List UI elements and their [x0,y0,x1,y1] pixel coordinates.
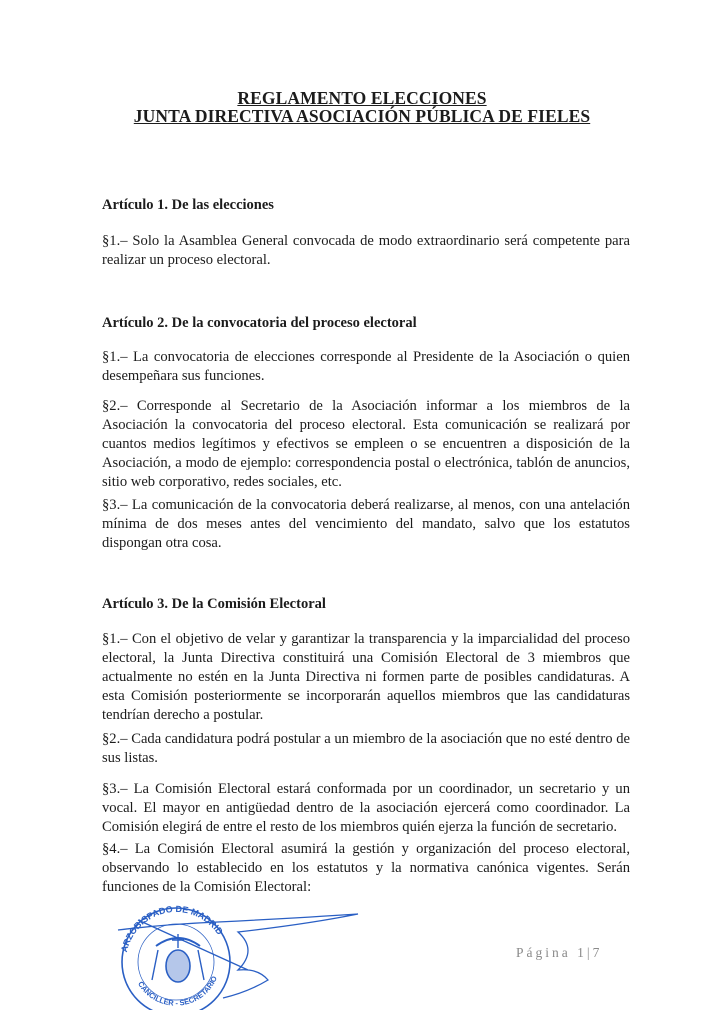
document-subtitle: JUNTA DIRECTIVA ASOCIACIÓN PÚBLICA DE FIELES [133,106,591,126]
article-2-paragraph-2: §2.– Corresponde al Secretario de la Asociación informar a los miembros de la Asociación la convocatoria del proceso electoral. Esta comunicación se realizará por cuantos medios legítimos y efectivos se empleen o se encuentren a disposición de la Asociación, a modo de ejemplo: correspondencia postal o electrónica, tablón de anuncios, sitio web corporativo, redes sociales, etc. [102,398,630,490]
article-3-heading: Artículo 3. De la Comisión Electoral [102,596,326,612]
official-stamp-signature [108,900,368,1010]
article-2-heading: Artículo 2. De la convocatoria del proceso electoral [102,315,417,331]
article-3-paragraph-4: §4.– La Comisión Electoral asumirá la gestión y organización del proceso electoral, observando lo establecido en los estatutos y la normativa canónica vigentes. Serán funciones de la Comisión Electoral: [102,841,630,895]
article-2-paragraph-1: §1.– La convocatoria de elecciones corresponde al Presidente de la Asociación o quien desempeñara sus funciones. [102,349,630,384]
article-2-paragraph-3: §3.– La comunicación de la convocatoria deberá realizarse, al menos, con una antelación mínima de dos meses antes del vencimiento del mandato, salvo que los estatutos dispongan otra cosa. [102,497,630,551]
stamp-text-bottom: CANCILLER - SECRETARIO [136,974,219,1008]
document-title: REGLAMENTO ELECCIONES [237,88,487,108]
coat-of-arms-icon [166,950,190,982]
article-3-paragraph-2: §2.– Cada candidatura podrá postular a un miembro de la asociación que no esté dentro de sus listas. [102,731,630,766]
article-1-paragraph-1: §1.– Solo la Asamblea General convocada de modo extraordinario será competente para realizar un proceso electoral. [102,233,630,268]
stamp-text-top: ARZOBISPADO DE MADRID [119,903,225,954]
article-1-heading: Artículo 1. De las elecciones [102,197,274,213]
article-3-paragraph-1: §1.– Con el objetivo de velar y garantizar la transparencia y la imparcialidad del proceso electoral, la Junta Directiva constituirá una Comisión Electoral de 3 miembros que actualmente no estén en la Junta Directiva ni formen parte de posibles candidaturas. A esta Comisión posteriormente se incorporarán aquellos miembros que las candidaturas tendrían derecho a postular. [102,631,630,723]
page-number: Página 1|7 [516,945,603,960]
signature-scribble [118,914,358,998]
article-3-paragraph-3: §3.– La Comisión Electoral estará conformada por un coordinador, un secretario y un vocal. El mayor en antigüedad dentro de la asociación ejercerá como coordinador. La Comisión elegirá de entre el resto de los miembros quién ejerza la función de secretario. [102,781,630,835]
